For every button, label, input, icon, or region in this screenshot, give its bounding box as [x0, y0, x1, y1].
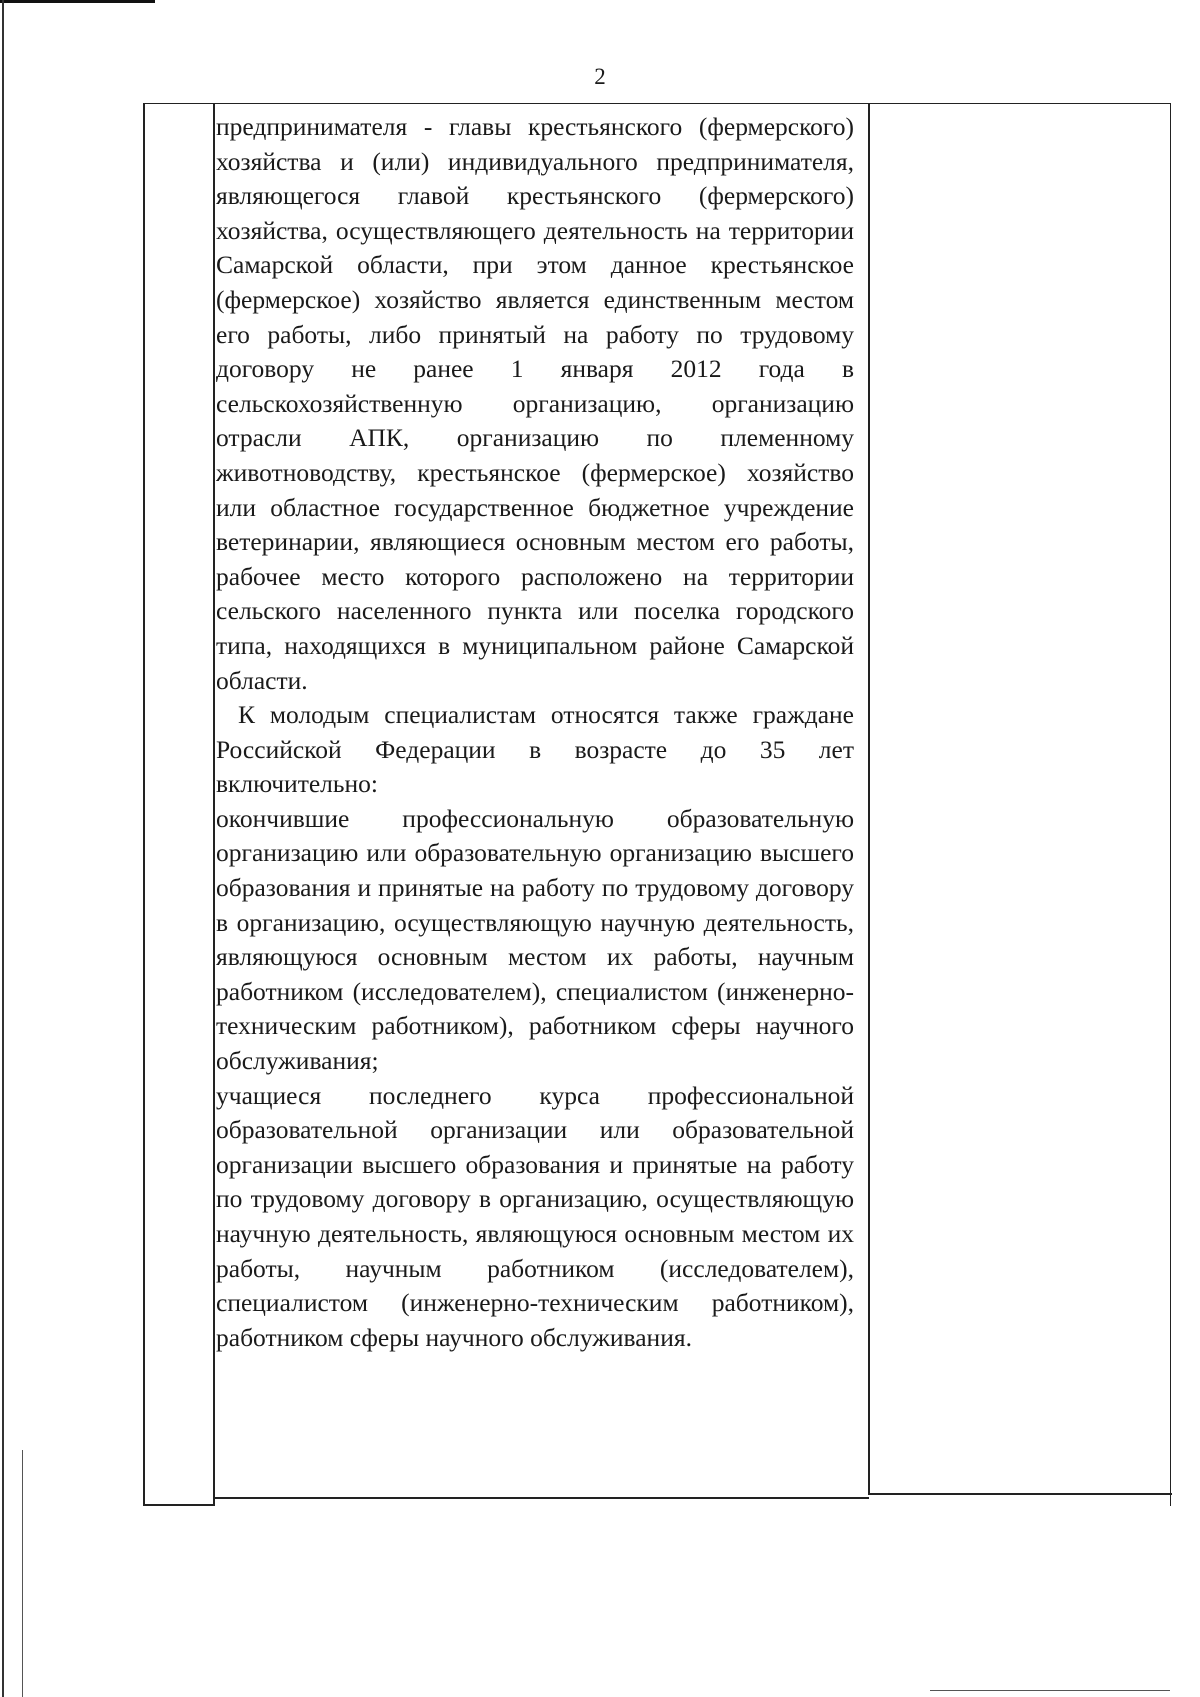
- table-border-bottom-col2: [213, 1497, 869, 1499]
- table-cell-text: [216, 110, 854, 1355]
- paragraph-3: окончившие профессиональную образовательную организацию или образовательную организацию высшего образования и принятые на работу по трудовому договору в организацию, осуществляющую научную деятельность, являющуюся основным местом их работы, научным работником (исследователем), специалистом (инженерно-техническим работником), работником сферы научного обслуживания;: [216, 803, 854, 1076]
- table-border-bottom-col1: [143, 1504, 215, 1506]
- scan-edge-left-lower: [22, 1450, 23, 1697]
- page-number-container: [0, 64, 1200, 90]
- table-column-divider-2: [868, 103, 870, 1493]
- table-border-left: [143, 103, 145, 1506]
- table-border-bottom-col3: [868, 1493, 1172, 1495]
- table-column-divider-1: [213, 103, 215, 1506]
- paragraph-4: учащиеся последнего курса профессиональной образовательной организации или образовательной организации высшего образования и принятые на работу по трудовому договору в организацию, осуществляющую научную деятельность, являющуюся основным местом их работы, научным работником (исследователем), специалистом (инженерно-техническим работником), работником сферы научного обслуживания.: [216, 1080, 854, 1352]
- paragraph-1: предпринимателя - главы крестьянского (фермерского) хозяйства и (или) индивидуального предпринимателя, являющегося главой крестьянского (фермерского) хозяйства, осуществляющего деятельность на территории Самарской области, при этом данное крестьянское (фермерское) хозяйство является единственным местом его работы, либо принятый на работу по трудовому договору не ранее 1 января 2012 года в сельскохозяйственную организацию, организацию отрасли АПК, организацию по племенному животноводству, крестьянское (фермерское) хозяйство или областное государственное бюджетное учреждение ветеринарии, являющиеся основным местом его работы, рабочее место которого расположено на территории сельского населенного пункта или поселка городского типа, находящихся в муниципальном районе Самарской области.: [216, 112, 854, 695]
- page-number: 2: [594, 64, 606, 89]
- scan-edge-bottom: [930, 1690, 1170, 1691]
- paragraph-2: К молодым специалистам относятся также граждане Российской Федерации в возрасте до 35 лет включительно:: [216, 700, 854, 799]
- scan-edge-left: [2, 0, 4, 1697]
- scan-edge-top: [0, 0, 155, 3]
